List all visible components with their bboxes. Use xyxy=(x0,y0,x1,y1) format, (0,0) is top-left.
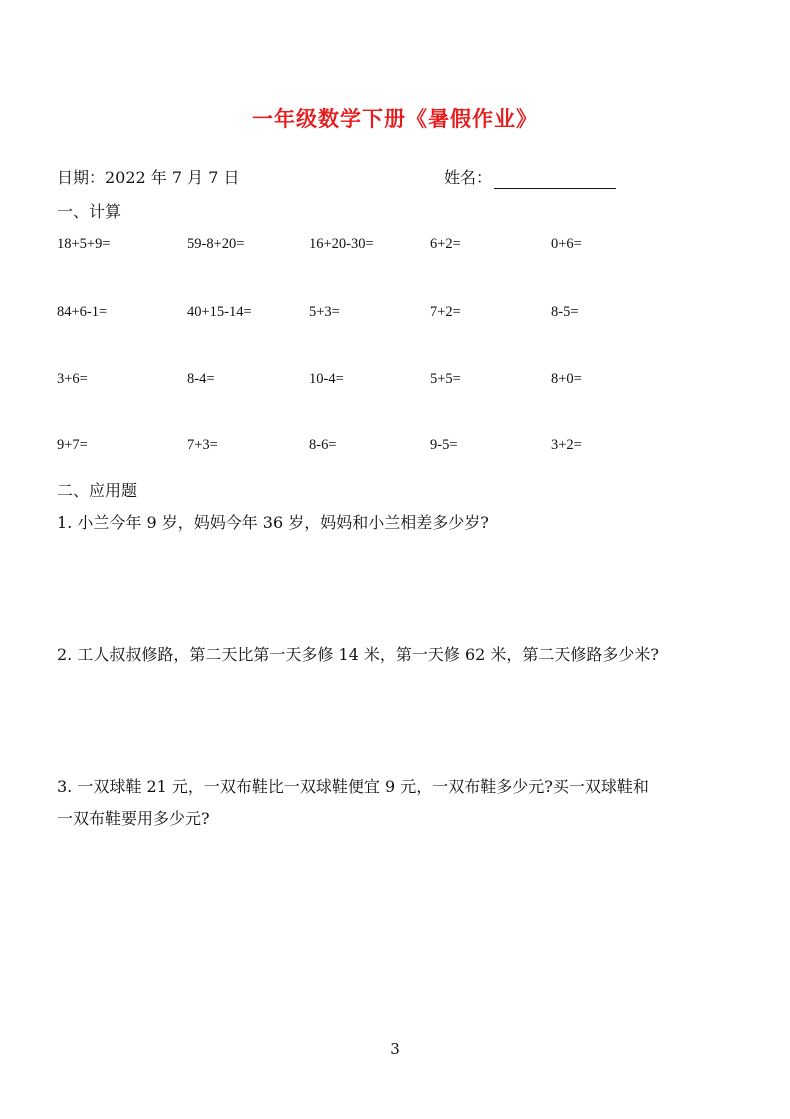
calc-item: 9-5= xyxy=(430,437,458,453)
calc-item: 3+2= xyxy=(551,437,582,453)
calc-item: 7+3= xyxy=(187,437,218,453)
date-label: 日期：2022 年 7 月 7 日 xyxy=(57,168,240,187)
calc-item: 16+20-30= xyxy=(309,236,374,252)
calc-item: 0+6= xyxy=(551,236,582,252)
calc-item: 5+5= xyxy=(430,371,461,387)
calc-item: 6+2= xyxy=(430,236,461,252)
calc-item: 7+2= xyxy=(430,304,461,320)
name-blank-line xyxy=(494,170,616,189)
calc-item: 3+6= xyxy=(57,371,88,387)
word-problem-3: 3. 一双球鞋 21 元，一双布鞋比一双球鞋便宜 9 元，一双布鞋多少元?买一双球鞋和 xyxy=(57,777,649,796)
calc-item: 10-4= xyxy=(309,371,344,387)
section-word-problems-title: 二、应用题 xyxy=(57,481,138,500)
section-calculation-title: 一、计算 xyxy=(57,202,122,221)
calc-item: 9+7= xyxy=(57,437,88,453)
calc-item: 18+5+9= xyxy=(57,236,111,252)
name-field xyxy=(444,167,616,189)
word-problem-2: 2. 工人叔叔修路，第二天比第一天多修 14 米，第一天修 62 米，第二天修路多少米? xyxy=(57,645,659,664)
page-number: 3 xyxy=(390,1040,400,1058)
name-label: 姓名： xyxy=(444,168,493,187)
word-problem-3-continuation: 一双布鞋要用多少元? xyxy=(57,809,210,828)
calc-item: 8-6= xyxy=(309,437,337,453)
calc-item: 84+6-1= xyxy=(57,304,108,320)
calc-item: 8+0= xyxy=(551,371,582,387)
calc-item: 8-5= xyxy=(551,304,579,320)
document-title: 一年级数学下册《暑假作业》 xyxy=(252,106,538,131)
calc-item: 59-8+20= xyxy=(187,236,245,252)
calc-item: 40+15-14= xyxy=(187,304,252,320)
calc-item: 5+3= xyxy=(309,304,340,320)
word-problem-1: 1. 小兰今年 9 岁，妈妈今年 36 岁，妈妈和小兰相差多少岁? xyxy=(57,513,489,532)
calc-item: 8-4= xyxy=(187,371,215,387)
